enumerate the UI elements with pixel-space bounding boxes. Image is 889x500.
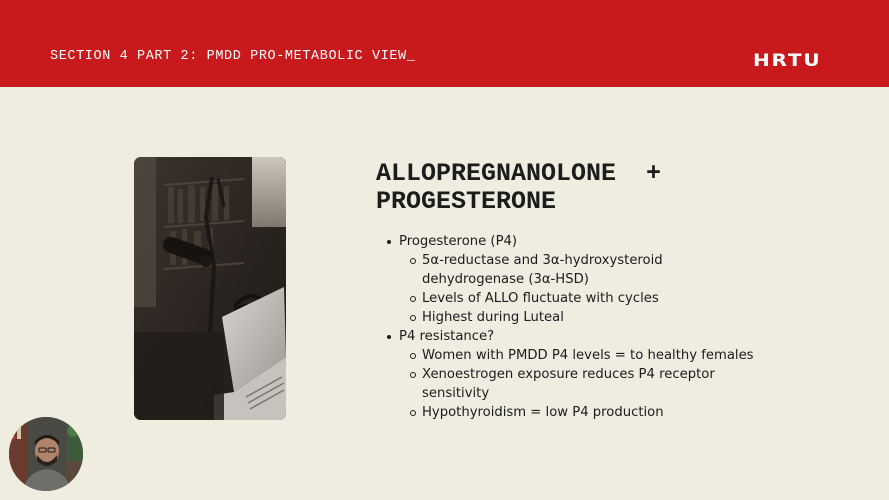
bullet-item xyxy=(386,232,806,251)
podcast-microphone-photo xyxy=(134,157,286,420)
slide-title xyxy=(376,160,836,216)
sub-bullet-text: Xenoestrogen exposure reduces P4 receptor xyxy=(422,367,715,382)
bullet-list xyxy=(386,232,806,422)
sub-bullet-item xyxy=(386,346,806,365)
sub-bullet-item xyxy=(386,251,806,289)
slide-title-line-1: ALLOPREGNANOLONE + xyxy=(376,159,662,188)
sub-bullet-text-continued: sensitivity xyxy=(422,386,490,401)
slide-title-line-2: PROGESTERONE xyxy=(376,187,557,216)
sub-bullet-text: Hypothyroidism = low P4 production xyxy=(422,405,664,420)
sub-bullet-item xyxy=(386,308,806,327)
presenter-webcam[interactable] xyxy=(9,417,83,491)
bullet-text: P4 resistance? xyxy=(399,329,495,344)
sub-bullet-item xyxy=(386,403,806,422)
bullet-text: Progesterone (P4) xyxy=(399,234,518,249)
presenter-webcam-icon xyxy=(9,417,83,491)
sub-bullet-text: Highest during Luteal xyxy=(422,310,564,325)
sub-bullet-item xyxy=(386,289,806,308)
sub-bullet-text-continued: dehydrogenase (3α-HSD) xyxy=(422,272,589,287)
sub-bullet-text: Women with PMDD P4 levels = to healthy females xyxy=(422,348,754,363)
sub-bullet-text: 5α-reductase and 3α-hydroxysteroid xyxy=(422,253,663,268)
sub-bullet-text: Levels of ALLO fluctuate with cycles xyxy=(422,291,659,306)
photo-illustration xyxy=(134,157,286,420)
header-bar xyxy=(0,0,889,87)
bullet-item xyxy=(386,327,806,346)
section-title: SECTION 4 PART 2: PMDD PRO-METABOLIC VIEW_ xyxy=(50,49,416,64)
brand-logo[interactable]: HRTU xyxy=(753,51,822,71)
sub-bullet-item xyxy=(386,365,806,403)
